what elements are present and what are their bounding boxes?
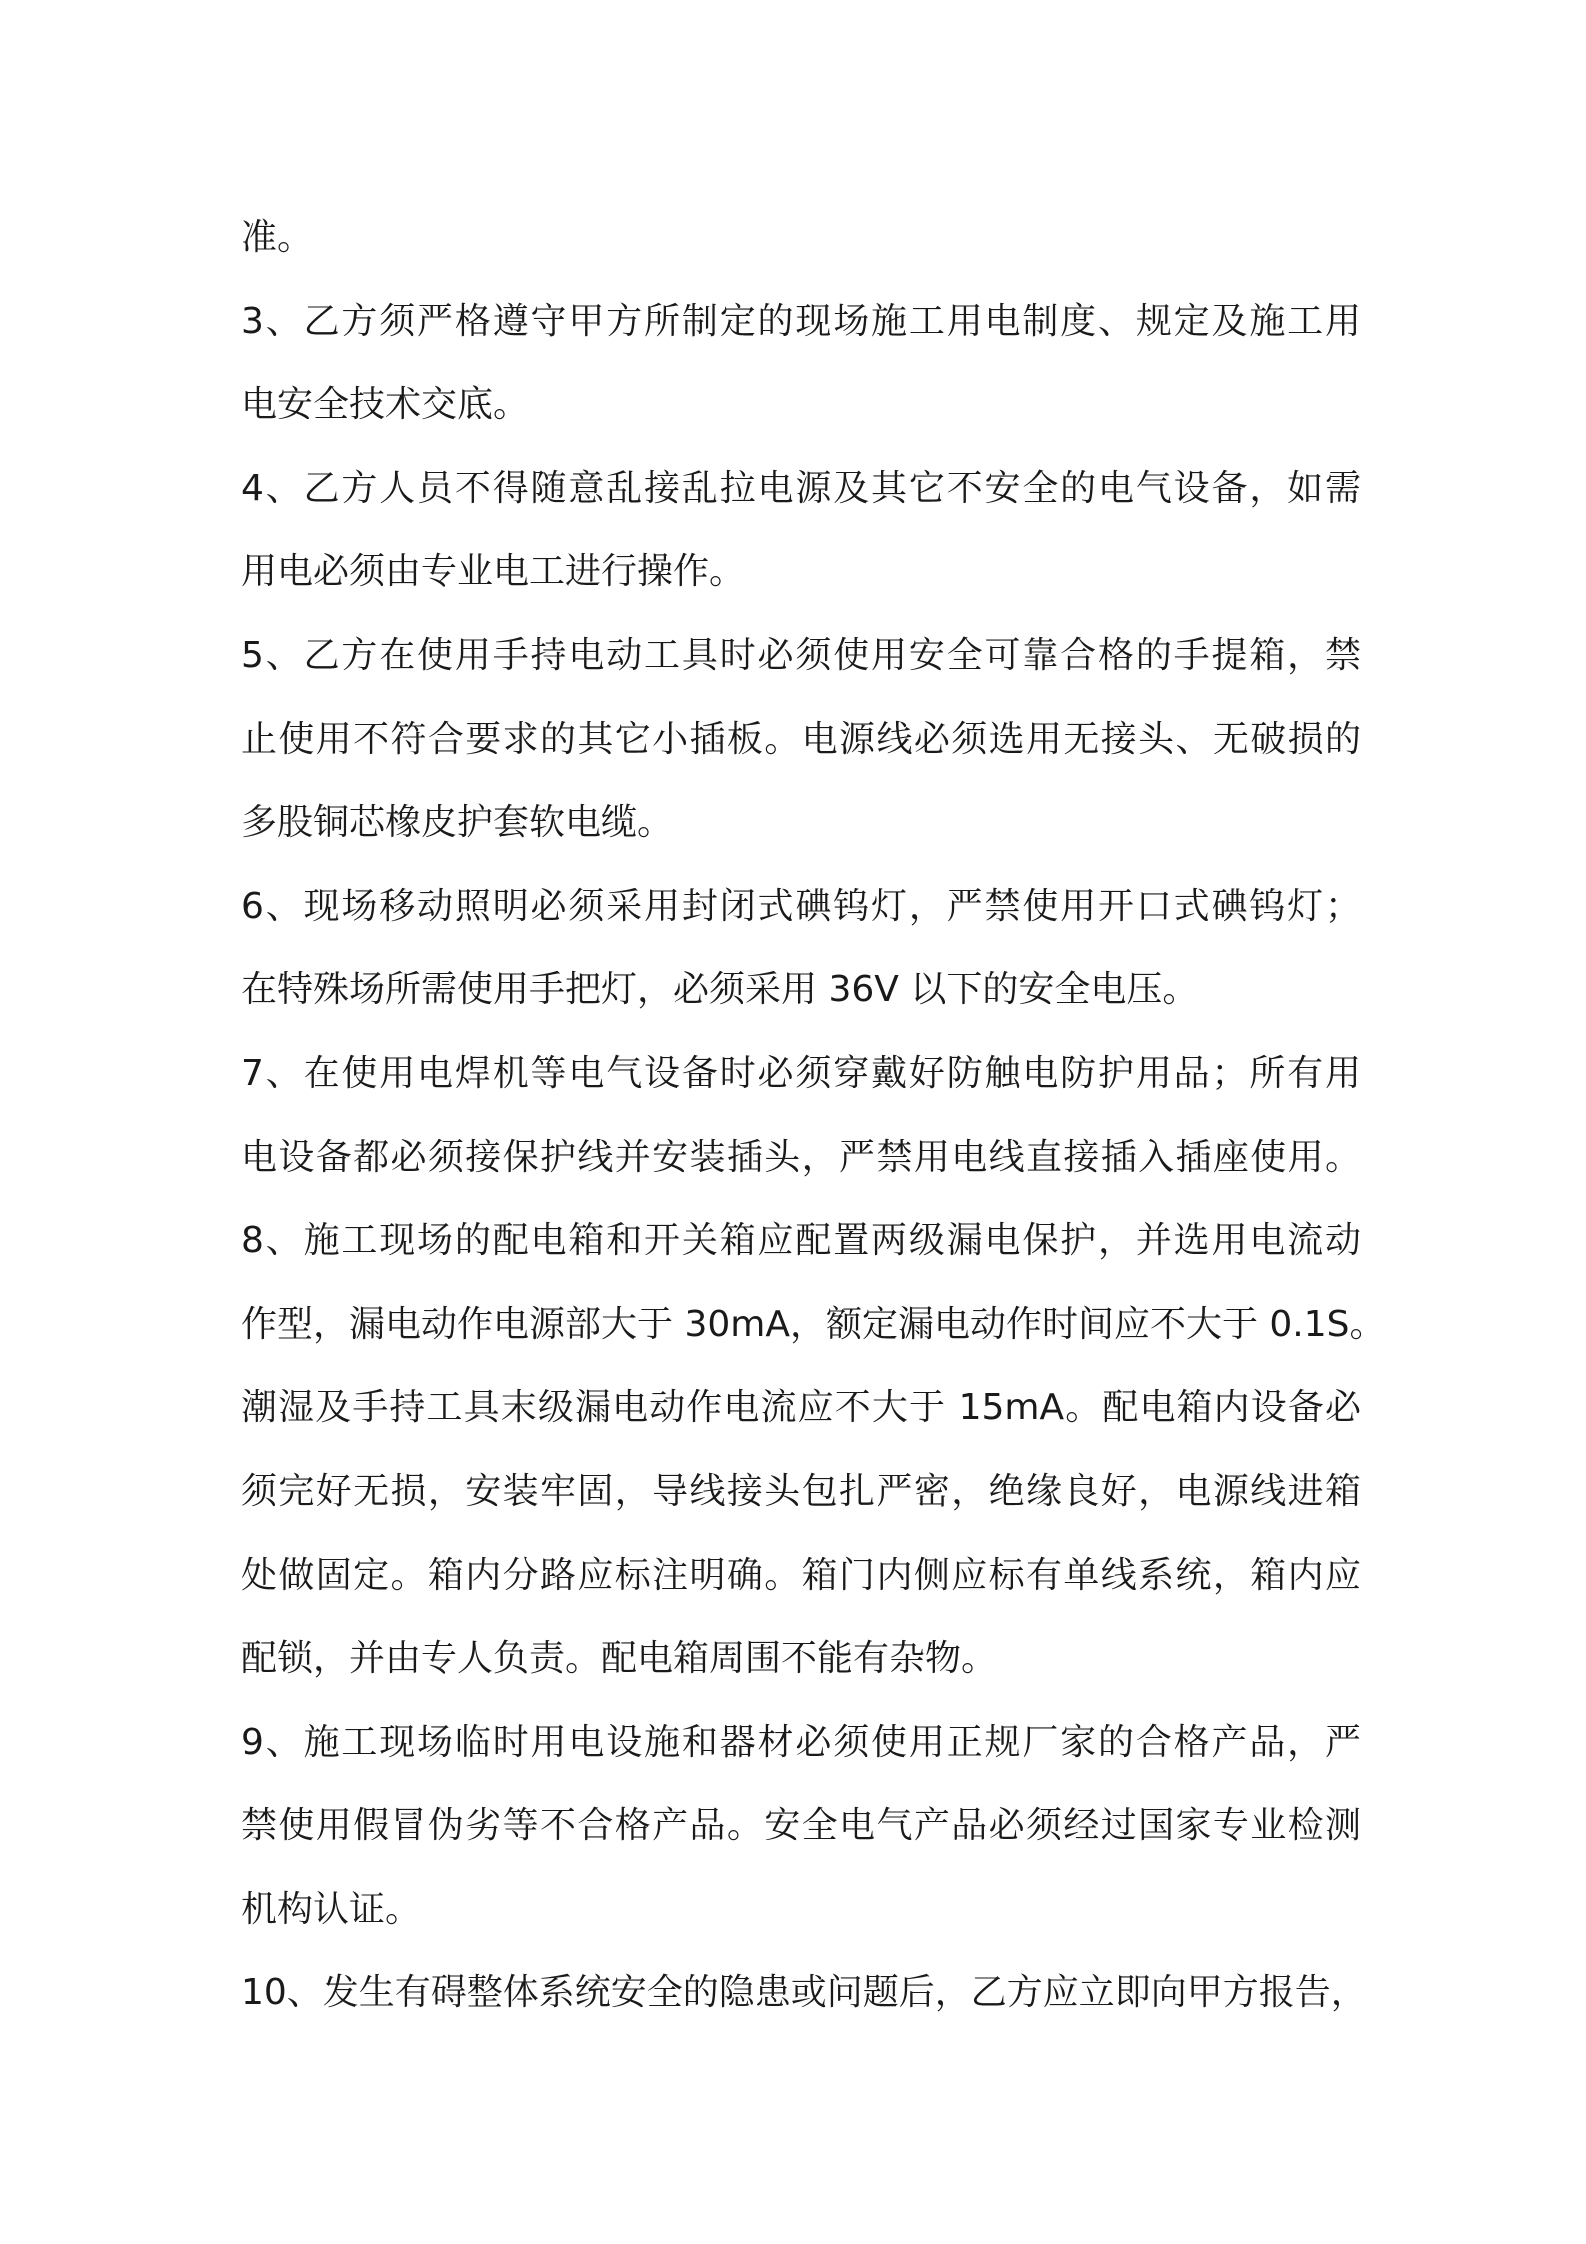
- text-line: 禁使用假冒伪劣等不合格产品。安全电气产品必须经过国家专业检测: [241, 1805, 1361, 1847]
- text-line: 多股铜芯橡皮护套软电缆。: [241, 802, 674, 844]
- text-line: 用电必须由专业电工进行操作。: [241, 551, 746, 593]
- text-line: 10、发生有碍整体系统安全的隐患或问题后，乙方应立即向甲方报告，: [241, 1972, 1367, 2014]
- text-line: 准。: [241, 217, 314, 258]
- text-line: 处做固定。箱内分路应标注明确。箱门内侧应标有单线系统，箱内应: [241, 1554, 1361, 1596]
- text-line: 电设备都必须接保护线并安装插头，严禁用电线直接插入插座使用。: [241, 1136, 1361, 1178]
- text-line: 4、乙方人员不得随意乱接乱拉电源及其它不安全的电气设备，如需: [241, 467, 1361, 509]
- text-line: 止使用不符合要求的其它小插板。电源线必须选用无接头、无破损的: [241, 718, 1361, 760]
- text-line: 配锁，并由专人负责。配电箱周围不能有杂物。: [241, 1638, 998, 1680]
- text-line: 电安全技术交底。: [241, 384, 530, 426]
- text-line: 5、乙方在使用手持电动工具时必须使用安全可靠合格的手提箱，禁: [241, 634, 1361, 676]
- text-line: 在特殊场所需使用手把灯，必须采用 36V 以下的安全电压。: [241, 969, 1199, 1011]
- text-line: 3、乙方须严格遵守甲方所制定的现场施工用电制度、规定及施工用: [241, 300, 1361, 342]
- text-line: 潮湿及手持工具末级漏电动作电流应不大于 15mA。配电箱内设备必: [241, 1387, 1361, 1429]
- text-line: 7、在使用电焊机等电气设备时必须穿戴好防触电防护用品；所有用: [241, 1052, 1361, 1094]
- text-line: 须完好无损，安装牢固，导线接头包扎严密，绝缘良好，电源线进箱: [241, 1470, 1361, 1512]
- text-line: 6、现场移动照明必须采用封闭式碘钨灯，严禁使用开口式碘钨灯；: [241, 885, 1361, 927]
- text-line: 作型，漏电动作电源部大于 30mA，额定漏电动作时间应不大于 0.1S。: [241, 1303, 1386, 1345]
- text-line: 机构认证。: [241, 1888, 422, 1930]
- document-body: [241, 196, 1386, 2035]
- text-line: 9、施工现场临时用电设施和器材必须使用正规厂家的合格产品，严: [241, 1721, 1361, 1763]
- text-line: 8、施工现场的配电箱和开关箱应配置两级漏电保护，并选用电流动: [241, 1220, 1361, 1262]
